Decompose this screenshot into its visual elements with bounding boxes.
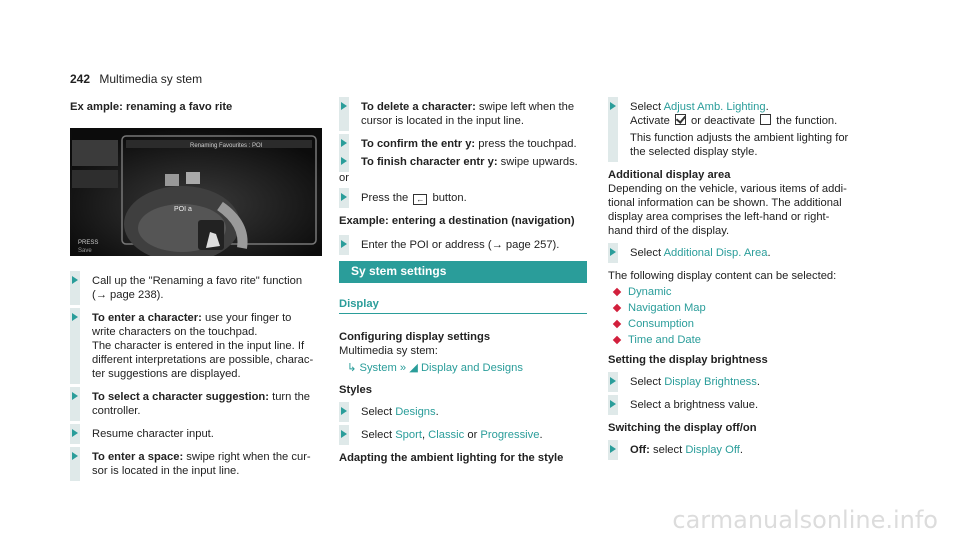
step-text: The character is entered in the input line. If	[92, 340, 305, 352]
step-text: This function adjusts the ambient lighting for	[630, 132, 849, 144]
para-line: hand third of the display.	[608, 225, 730, 237]
arrow-icon	[339, 188, 349, 208]
path-display: Display and Designs	[420, 362, 523, 374]
step-text: cursor is located in the input line.	[361, 115, 524, 127]
step-select-brightness: Select Display Brightness.	[608, 375, 860, 389]
screen-save-label: Save	[78, 248, 92, 254]
subsection-heading: Display	[339, 297, 587, 314]
bullet-time-date: Time and Date	[614, 333, 860, 347]
ambient-link: Adjust Amb. Lighting	[663, 101, 766, 113]
step-enter-character	[70, 311, 322, 381]
display-triangle-icon: ◢	[409, 362, 418, 374]
para-line: Depending on the vehicle, various items of addi-	[608, 183, 847, 195]
arrow-icon	[608, 372, 618, 392]
arrow-icon	[339, 402, 349, 422]
step-text: Activate	[630, 115, 670, 127]
step-select-designs: Select Designs.	[339, 405, 587, 419]
step-text: the selected display style.	[630, 146, 758, 158]
arrow-icon	[339, 425, 349, 445]
step-select-ambient: Select Adjust Amb. Lighting. Activate or deactivate the function. This function adjusts the ambient lighting for the selected display style.	[608, 100, 860, 159]
step-text: (→ page 238).	[92, 289, 164, 301]
designs-link: Designs	[395, 406, 436, 418]
checked-box-icon	[675, 114, 686, 125]
menu-path	[339, 361, 587, 375]
step-select-style: Select Sport, Classic or Progressive.	[339, 428, 587, 442]
step-text: Select	[361, 406, 396, 418]
styles-heading: Styles	[339, 384, 372, 396]
step-text: sor is located in the input line.	[92, 465, 240, 477]
additional-text	[608, 182, 860, 238]
step-enter-poi	[339, 238, 587, 252]
step-text: Select	[630, 247, 664, 259]
step-text: use your finger to	[201, 312, 292, 324]
step-text: controller.	[92, 405, 141, 417]
arrow-icon	[70, 424, 80, 444]
step-text: Call up the "Renaming a favo rite" function	[92, 275, 303, 287]
step-select-additional: Select Additional Disp. Area.	[608, 246, 860, 260]
style-classic: Classic	[428, 429, 465, 441]
step-text: select	[649, 444, 686, 456]
step-confirm-entry	[339, 137, 587, 151]
config-system: Multimedia sy stem:	[339, 345, 438, 357]
arrow-icon	[70, 271, 80, 305]
display-off-link: Display Off	[685, 444, 740, 456]
step-bold: To select a character suggestion:	[92, 391, 269, 403]
screen-title: Renaming Favourites : POI	[190, 143, 263, 149]
arrow-icon	[339, 235, 349, 255]
step-text: Press the	[361, 192, 409, 204]
arrow-icon	[339, 134, 349, 154]
step-select-suggestion	[70, 390, 322, 418]
step-text: swipe upwards.	[497, 156, 578, 168]
step-bold: To delete a character:	[361, 101, 476, 113]
step-text: or	[464, 429, 481, 441]
arrow-icon	[608, 97, 618, 162]
para-line: display area comprises the left-hand or right-	[608, 211, 830, 223]
step-call-up	[70, 274, 322, 302]
step-finish-entry	[339, 155, 587, 169]
step-text: Select a brightness value.	[630, 399, 759, 411]
step-bold: Off:	[630, 444, 650, 456]
step-bold: To enter a character:	[92, 312, 202, 324]
brightness-heading: Setting the display brightness	[608, 354, 768, 366]
switch-heading: Switching the display off/on	[608, 422, 757, 434]
step-text: Select	[630, 376, 665, 388]
column-left	[70, 100, 322, 487]
rename-favorite-screenshot	[70, 128, 322, 256]
page-section-title: Multimedia sy stem	[99, 72, 203, 86]
arrow-icon	[608, 395, 618, 415]
path-system: System	[359, 362, 397, 374]
adapt-heading: Adapting the ambient lighting for the style	[339, 452, 564, 464]
path-chevron-icon: »	[399, 362, 407, 374]
arrow-icon	[608, 440, 618, 460]
back-button-icon: ←	[413, 194, 427, 205]
step-text: Enter the POI or address (→ page 257).	[361, 239, 560, 251]
column-right	[608, 100, 860, 466]
step-delete-character	[339, 100, 587, 128]
step-text: Select	[630, 101, 664, 113]
step-enter-space	[70, 450, 322, 478]
para-line: tional information can be shown. The additional	[608, 197, 842, 209]
screen-poi-label: POI a	[174, 206, 192, 213]
arrow-icon	[70, 387, 80, 421]
step-text: turn the	[268, 391, 311, 403]
example-heading: Ex ample: renaming a favo rite	[70, 101, 233, 113]
arrow-icon	[70, 447, 80, 481]
screen-illustration	[70, 128, 322, 256]
step-select-value	[608, 398, 860, 412]
step-resume	[70, 427, 322, 441]
brightness-link: Display Brightness	[664, 376, 757, 388]
step-text: button.	[429, 192, 467, 204]
arrow-icon	[339, 97, 349, 131]
step-text: swipe left when the	[475, 101, 575, 113]
step-text: write characters on the touchpad.	[92, 326, 258, 338]
arrow-icon	[70, 308, 80, 384]
step-bold: To confirm the entr y:	[361, 138, 476, 150]
arrow-icon	[608, 243, 618, 263]
step-text: ter suggestions are displayed.	[92, 368, 241, 380]
step-text: Resume character input.	[92, 428, 214, 440]
bullet-dynamic: Dynamic	[614, 285, 860, 299]
step-display-off: Off: select Display Off.	[608, 443, 860, 457]
column-middle	[339, 100, 587, 479]
additional-heading: Additional display area	[608, 169, 731, 181]
step-text: or deactivate	[687, 115, 756, 127]
step-text: Select	[361, 429, 396, 441]
bullet-consumption: Consumption	[614, 317, 860, 331]
additional-link: Additional Disp. Area	[663, 247, 768, 259]
step-text: the function.	[773, 115, 838, 127]
path-arrow-icon: ↳	[347, 362, 357, 374]
arrow-icon	[339, 152, 349, 172]
screen-press-label: PRESS	[78, 240, 99, 246]
following-text: The following display content can be selected:	[608, 270, 837, 282]
step-text: different interpretations are possible, charac-	[92, 354, 314, 366]
step-text: press the touchpad.	[475, 138, 577, 150]
style-progressive: Progressive	[480, 429, 540, 441]
or-text: or	[339, 172, 349, 184]
page-number: 242	[70, 72, 91, 86]
watermark: carmanualsonline.info	[672, 506, 938, 534]
bullet-navigation-map: Navigation Map	[614, 301, 860, 315]
step-text: swipe right when the cur-	[183, 451, 311, 463]
step-bold: To finish character entr y:	[361, 156, 498, 168]
page-header	[70, 72, 202, 86]
section-banner: Sy stem settings	[339, 261, 587, 283]
step-press-back	[339, 191, 587, 205]
step-bold: To enter a space:	[92, 451, 184, 463]
example-destination-heading: Example: entering a destination (navigation)	[339, 215, 575, 227]
unchecked-box-icon	[760, 114, 771, 125]
style-sport: Sport	[395, 429, 422, 441]
config-heading: Configuring display settings	[339, 331, 491, 343]
